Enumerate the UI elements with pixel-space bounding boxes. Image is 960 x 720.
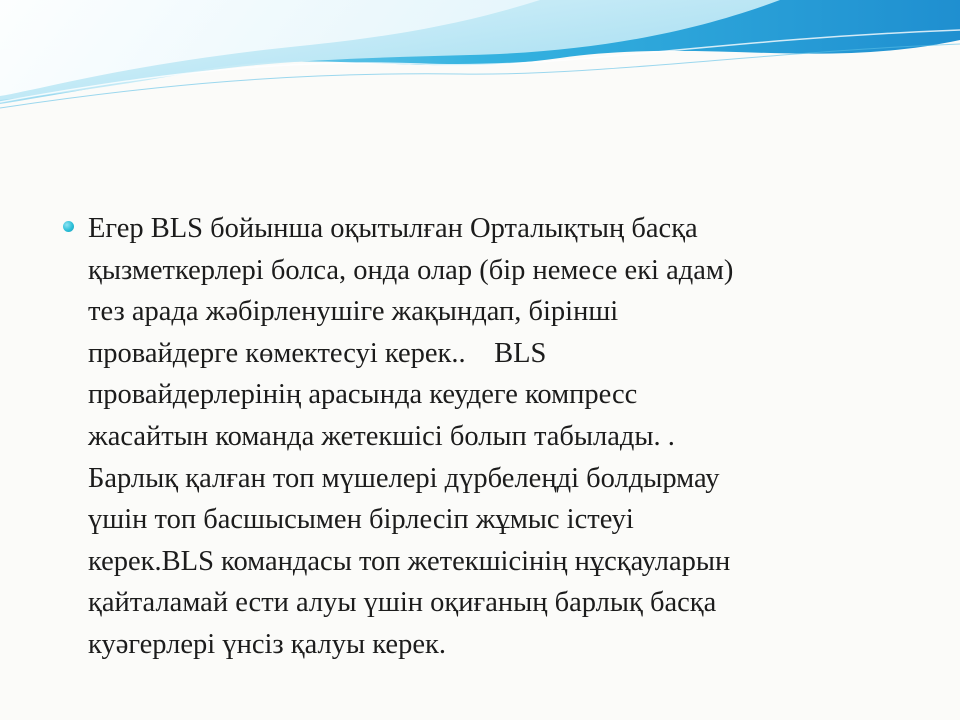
text-line: тез арада жәбірленушіге жақындап, бірінші <box>88 296 619 328</box>
bullet-text <box>88 208 920 666</box>
text-line: қызметкерлері болса, онда олар (бір немесе екі адам) <box>88 254 734 286</box>
text-line: жасайтын команда жетекшісі болып табылады. . <box>88 420 675 452</box>
bullet-item <box>60 208 920 666</box>
text-line: провайдерлерінің арасында кеудеге компресс <box>88 379 638 411</box>
text-line: үшін топ басшысымен бірлесіп жұмыс істеуі <box>88 504 634 536</box>
text-line: Егер BLS бойынша оқытылған Орталықтың басқа <box>88 213 698 244</box>
text-line: провайдерге көмектесуі керек.. BLS <box>88 337 547 369</box>
text-line: қайталамай ести алуы үшін оқиғаның барлық басқа <box>88 587 717 619</box>
text-line: Барлық қалған топ мүшелері дүрбелеңді болдырмау <box>88 462 720 494</box>
content-area <box>60 208 920 666</box>
text-line: керек.BLS командасы топ жетекшісінің нұсқауларын <box>88 545 731 577</box>
wave-header-decoration <box>0 0 960 120</box>
text-line: куәгерлері үнсіз қалуы керек. <box>88 628 446 660</box>
bullet-dot-icon <box>63 221 74 232</box>
